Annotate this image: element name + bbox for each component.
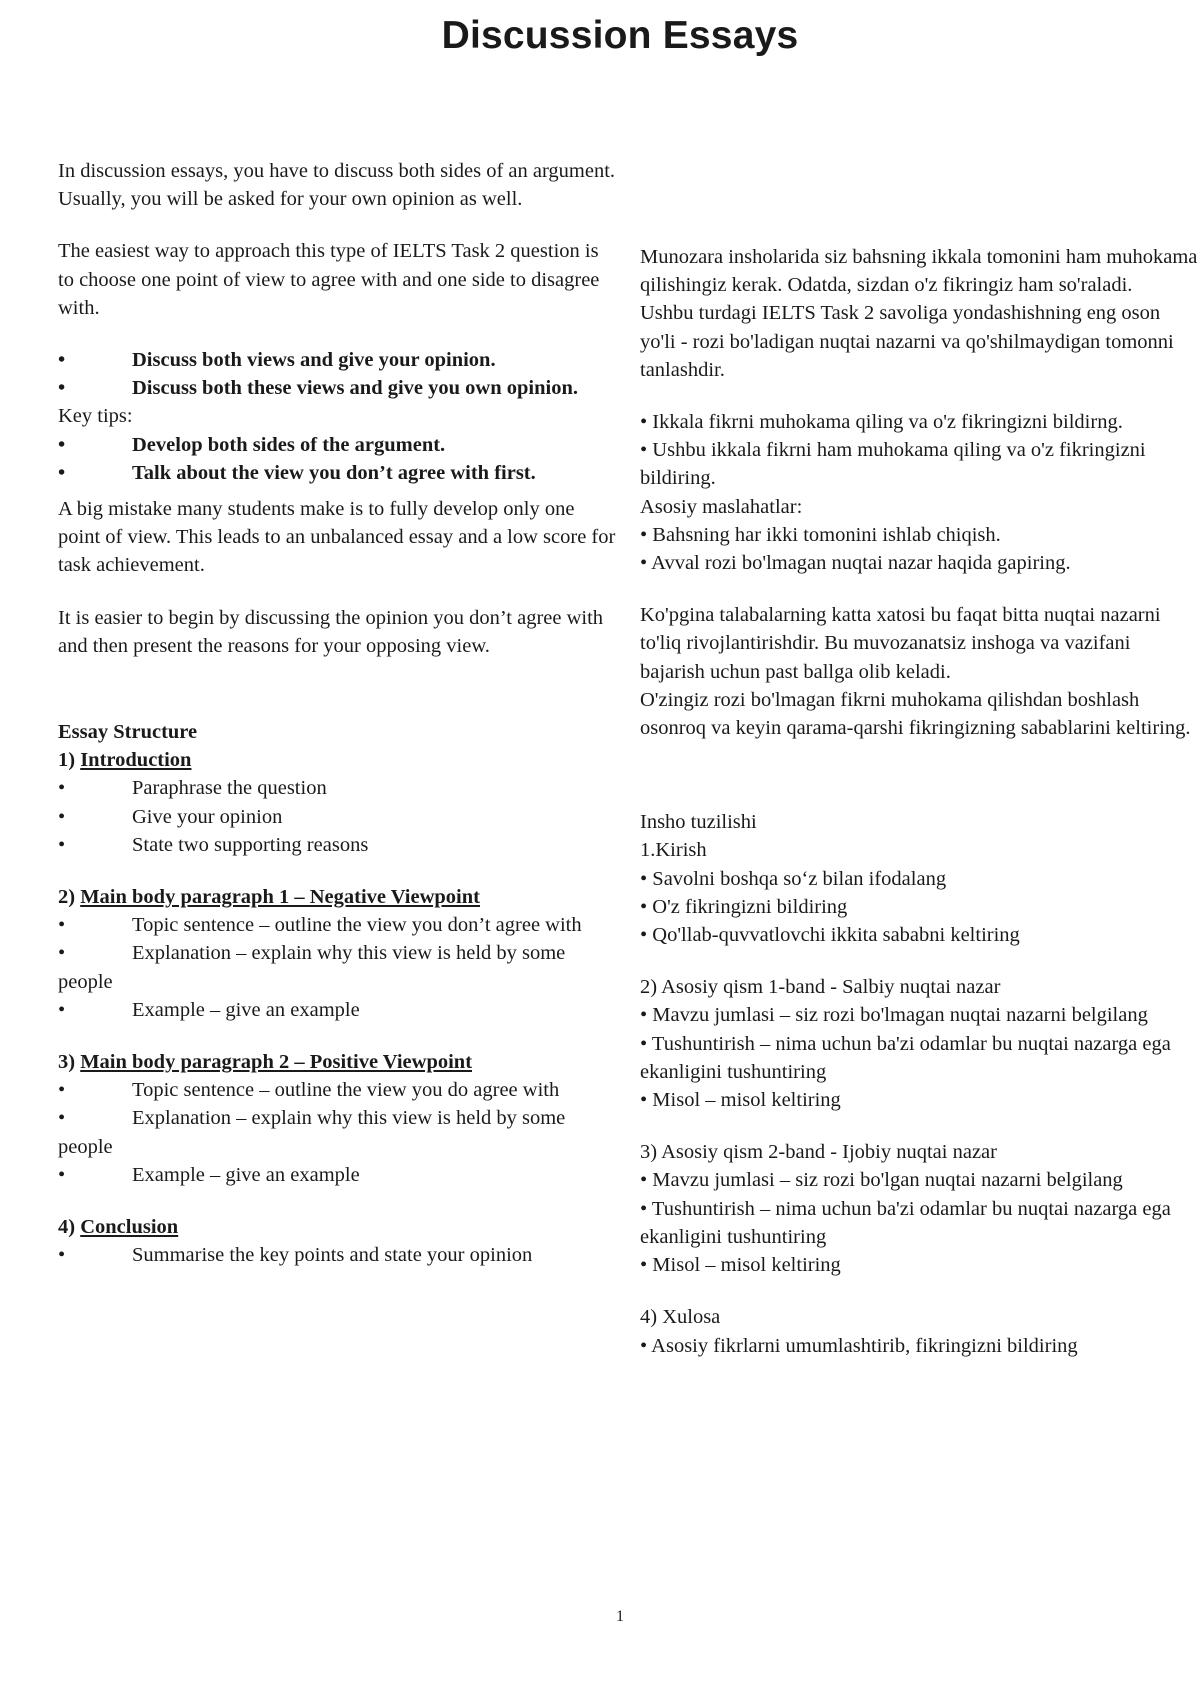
bullet-icon: •	[58, 1244, 66, 1267]
list-item: • Explanation – explain why this view is held by some people	[58, 1104, 618, 1160]
list-item: • Mavzu jumlasi – siz rozi bo'lgan nuqtai nazarni belgilang	[640, 1169, 1123, 1192]
list-item: • Tushuntirish – nima uchun ba'zi odamlar bu nuqtai nazarga ega ekanligini tushuntiring	[640, 1197, 1171, 1248]
section-heading: 1) Introduction	[58, 749, 192, 772]
list-item: • Ikkala fikrni muhokama qiling va o'z fikringizni bildirng.	[640, 411, 1123, 434]
list-item: • Give your opinion	[58, 803, 618, 831]
bullet-icon: •	[58, 805, 66, 828]
bullet-icon: •	[58, 833, 66, 856]
section-heading: 4) Conclusion	[58, 1216, 179, 1239]
page-number: 1	[616, 1608, 624, 1625]
list-item: • Discuss both views and give your opinion.	[58, 346, 618, 374]
section-heading: 1.Kirish	[640, 839, 707, 862]
bullet-icon: •	[58, 1079, 66, 1102]
list-item: • Topic sentence – outline the view you do agree with	[58, 1076, 618, 1104]
list-item: • Avval rozi bo'lmagan nuqtai nazar haqida gapiring.	[640, 552, 1071, 575]
bullet-icon: •	[58, 377, 66, 400]
approach-paragraph: The easiest way to approach this type of IELTS Task 2 question is to choose one point of view to agree with and one side to disagree with.	[58, 240, 600, 319]
section-heading: 2) Asosiy qism 1-band - Salbiy nuqtai nazar	[640, 976, 1001, 999]
section-heading: 4) Xulosa	[640, 1306, 721, 1329]
list-item: • Ushbu ikkala fikrni ham muhokama qiling va o'z fikringizni bildiring.	[640, 439, 1146, 490]
section-heading: 3) Main body paragraph 2 – Positive Viewpoint	[58, 1051, 473, 1074]
uzbek-column	[640, 243, 1200, 1360]
list-item: • Mavzu jumlasi – siz rozi bo'lmagan nuqtai nazarni belgilang	[640, 1004, 1148, 1027]
intro-paragraph: Munozara insholarida siz bahsning ikkala tomonini ham muhokama qilishingiz kerak. Odatda, sizdan o'z fikringiz ham so'raladi.	[640, 246, 1198, 297]
list-item: • Tushuntirish – nima uchun ba'zi odamlar bu nuqtai nazarga ega ekanligini tushuntiring	[640, 1032, 1171, 1083]
key-tips-label: Asosiy maslahatlar:	[640, 495, 803, 518]
list-item: • Misol – misol keltiring	[640, 1254, 841, 1277]
approach-paragraph: Ushbu turdagi IELTS Task 2 savoliga yondashishning eng oson yo'li - rozi bo'ladigan nuqtai nazarni va qo'shilmaydigan tomonni tanlashdir.	[640, 302, 1174, 381]
bullet-icon: •	[58, 461, 66, 484]
list-item: • Topic sentence – outline the view you don’t agree with	[58, 911, 618, 939]
list-item: • Example – give an example	[58, 1161, 618, 1189]
list-item: • Explanation – explain why this view is held by some people	[58, 939, 618, 995]
list-item: • O'z fikringizni bildiring	[640, 895, 848, 918]
bullet-icon: •	[58, 777, 66, 800]
easier-paragraph: O'zingiz rozi bo'lmagan fikrni muhokama qilishdan boshlash osonroq va keyin qarama-qarshi fikringizning sabablarini keltiring.	[640, 688, 1191, 740]
easier-paragraph: It is easier to begin by discussing the opinion you don’t agree with and then present the reasons for your opposing view.	[58, 606, 604, 657]
list-item: • State two supporting reasons	[58, 831, 618, 859]
english-column	[58, 157, 618, 1270]
list-item: • Talk about the view you don’t agree with first.	[58, 459, 618, 487]
bullet-icon: •	[58, 998, 66, 1021]
list-item: • Paraphrase the question	[58, 774, 618, 802]
structure-heading: Essay Structure	[58, 721, 198, 744]
section-heading: 2) Main body paragraph 1 – Negative Viewpoint	[58, 886, 480, 909]
list-item: • Discuss both these views and give you own opinion.	[58, 374, 618, 402]
page-title: Discussion Essays	[441, 14, 799, 57]
list-item: • Bahsning har ikki tomonini ishlab chiqish.	[640, 523, 1001, 546]
key-tips-label: Key tips:	[58, 405, 133, 428]
bullet-icon: •	[58, 433, 66, 456]
list-item: • Summarise the key points and state your opinion	[58, 1241, 618, 1269]
bullet-icon: •	[58, 942, 66, 965]
list-item: • Qo'llab-quvvatlovchi ikkita sababni keltiring	[640, 924, 1020, 947]
bullet-icon: •	[58, 914, 66, 937]
list-item: • Asosiy fikrlarni umumlashtirib, fikringizni bildiring	[640, 1334, 1078, 1357]
mistake-paragraph: Ko'pgina talabalarning katta xatosi bu faqat bitta nuqtai nazarni to'liq rivojlantirishdir. Bu muvozanatsiz inshoga va vazifani bajarish uchun past ballga olib keladi.	[640, 604, 1161, 683]
list-item: • Savolni boshqa so‘z bilan ifodalang	[640, 867, 947, 890]
bullet-icon: •	[58, 349, 66, 372]
intro-paragraph: In discussion essays, you have to discuss both sides of an argument. Usually, you will be asked for your own opinion as well.	[58, 160, 616, 211]
bullet-icon: •	[58, 1107, 66, 1130]
list-item: • Example – give an example	[58, 996, 618, 1024]
mistake-paragraph: A big mistake many students make is to fully develop only one point of view. This leads to an unbalanced essay and a low score for task achievement.	[58, 498, 616, 577]
list-item: • Develop both sides of the argument.	[58, 431, 618, 459]
bullet-icon: •	[58, 1163, 66, 1186]
list-item: • Misol – misol keltiring	[640, 1089, 841, 1112]
section-heading: 3) Asosiy qism 2-band - Ijobiy nuqtai nazar	[640, 1141, 997, 1164]
structure-heading: Insho tuzilishi	[640, 811, 757, 834]
